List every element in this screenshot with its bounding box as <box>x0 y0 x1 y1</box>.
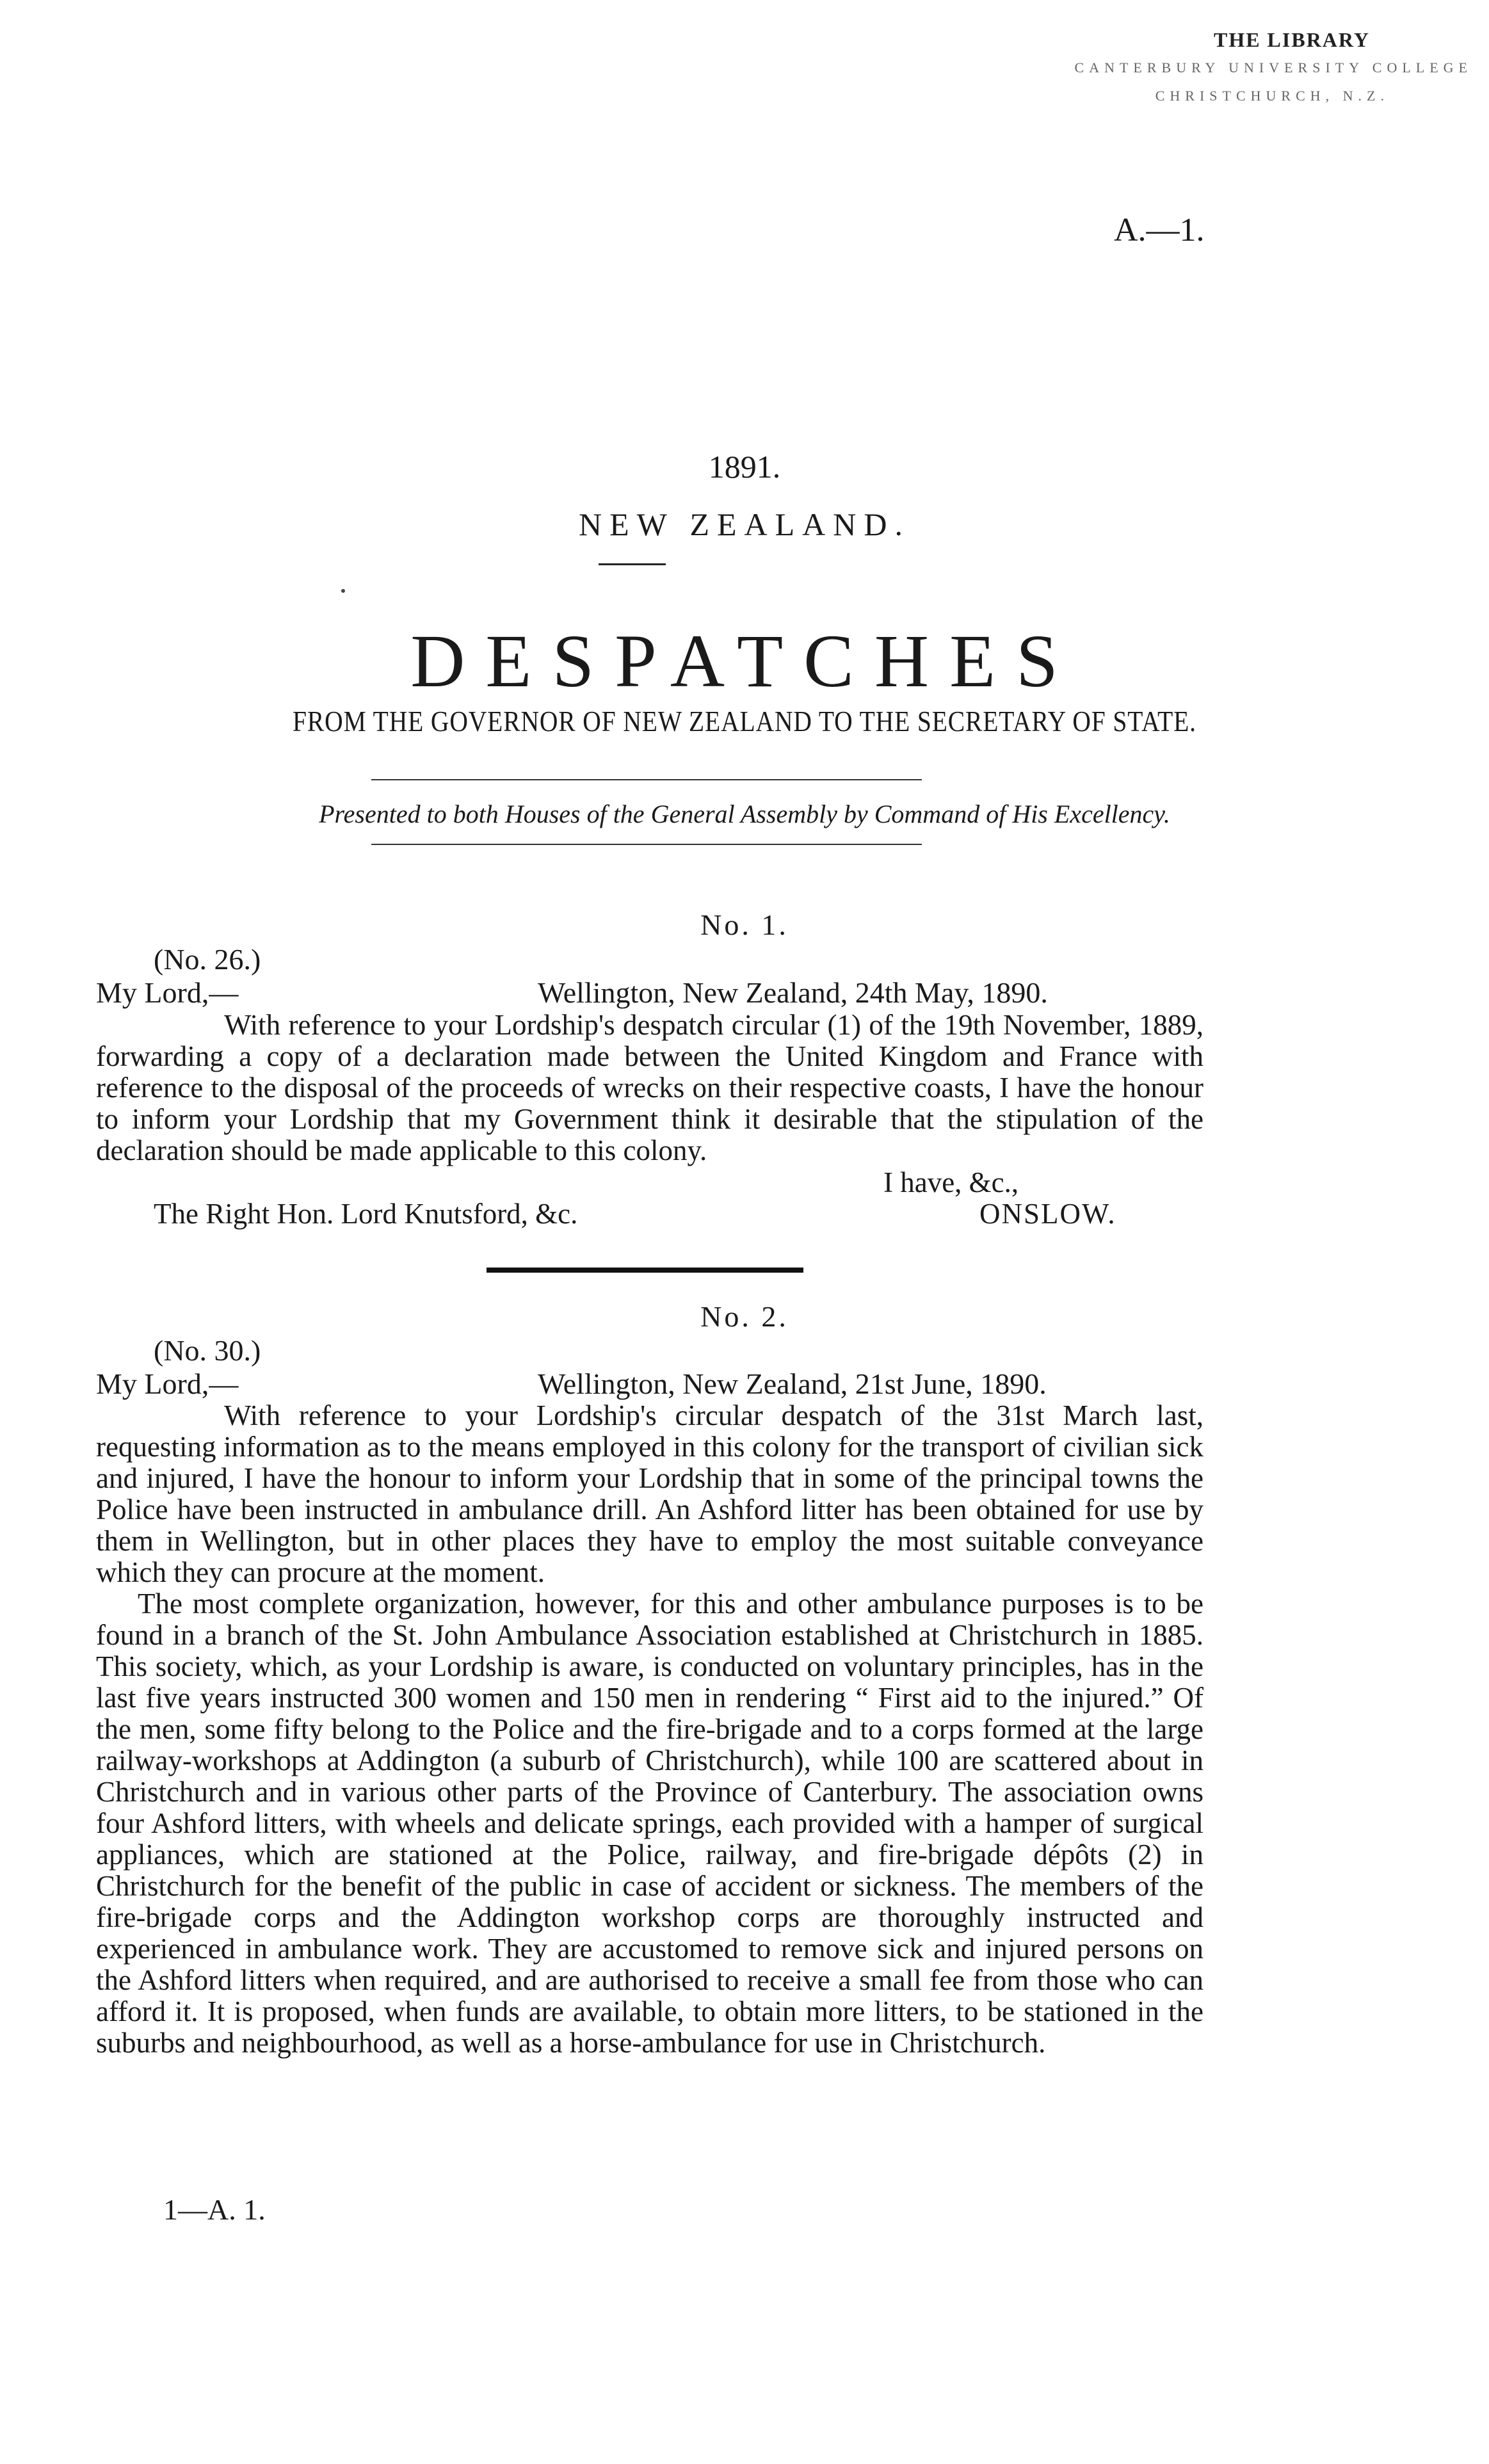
print-dot <box>341 589 345 593</box>
despatch-2-heading: No. 2. <box>700 1300 789 1333</box>
stamp-line-1: THE LIBRARY <box>1213 28 1370 51</box>
despatch-2-place-date: Wellington, New Zealand, 21st June, 1890. <box>538 1367 1047 1400</box>
despatch-2-ref: (No. 30.) <box>154 1334 261 1367</box>
stamp-line-2: CANTERBURY UNIVERSITY COLLEGE <box>1074 60 1472 76</box>
despatch-1-signature: ONSLOW. <box>979 1198 1116 1230</box>
despatch-divider <box>487 1268 803 1273</box>
document-year: 1891. <box>708 449 781 485</box>
library-stamp <box>1011 26 1472 110</box>
document-subtitle: FROM THE GOVERNOR OF NEW ZEALAND TO THE SECRETARY OF STATE. <box>293 705 1196 737</box>
short-divider <box>599 563 666 565</box>
document-title: DESPATCHES <box>410 619 1079 703</box>
despatch-1-place-date: Wellington, New Zealand, 24th May, 1890. <box>538 976 1048 1009</box>
despatch-1-paragraph: With reference to your Lordship's despatch circular (1) of the 19th November, 1889, forwarding a copy of a declaration made between the United Kingdom and France with reference to the disposal of the proceeds of wrecks on their respective coasts, I have the honour to inform your Lordship that my Government think it desirable that the stipulation of the declaration should be made applicable to this colony. <box>96 1009 1203 1166</box>
despatch-2-paragraph-2: The most complete organization, however, for this and other ambulance purposes is to be found in a branch of the St. John Ambulance Association established at Christchurch in 1885. This society, which, as your Lordship is aware, is conducted on voluntary principles, has in the last five years instructed 300 women and 150 men in rendering “ First aid to the injured.” Of the men, some fifty belong to the Police and the fire-brigade and to a corps formed at the large railway-workshops at Addington (a suburb of Christchurch), while 100 are scattered about in Christchurch and in various other parts of the Province of Canterbury. The association owns four Ashford litters, with wheels and delicate springs, each provided with a hamper of surgical appliances, which are stationed at the Police, railway, and fire-brigade dépôts (2) in Christchurch for the benefit of the public in case of accident or sickness. The members of the fire-brigade corps and the Addington workshop corps are thoroughly instructed and experienced in ambulance work. They are accustomed to remove sick and injured persons on the Ashford litters when required, and are authorised to receive a small fee from those who can afford it. It is proposed, when funds are available, to obtain more litters, to be stationed in the suburbs and neighbourhood, as well as a horse-ambulance for use in Christchurch. <box>96 1588 1203 2059</box>
despatch-1-heading: No. 1. <box>700 908 789 941</box>
page-reference: A.—1. <box>1114 212 1205 248</box>
presented-top-rule <box>371 779 922 780</box>
despatch-1-salutation: My Lord,— <box>96 976 239 1009</box>
despatch-2-body <box>96 1400 1203 2059</box>
despatch-1-closing: I have, &c., <box>883 1166 1019 1198</box>
despatch-2-paragraph-1: With reference to your Lordship's circular despatch of the 31st March last, requesting information as to the means employed in this colony for the transport of civilian sick and injured, I have the honour to inform your Lordship that in some of the principal towns the Police have been instructed in ambulance drill. An Ashford litter has been obtained for use by them in Wellington, but in other places they have to employ the most suitable conveyance which they can procure at the moment. <box>96 1399 1203 1588</box>
stamp-line-3: CHRISTCHURCH, N.Z. <box>1155 88 1389 104</box>
presented-bottom-rule <box>371 844 922 845</box>
document-country: NEW ZEALAND. <box>579 506 910 542</box>
presented-line: Presented to both Houses of the General Assembly by Command of His Excellency. <box>319 800 1170 828</box>
despatch-1-body <box>96 1010 1203 1166</box>
footer-reference: 1—A. 1. <box>163 2193 266 2226</box>
despatch-2-salutation: My Lord,— <box>96 1367 239 1400</box>
despatch-1-ref: (No. 26.) <box>154 943 261 976</box>
despatch-1-addressee: The Right Hon. Lord Knutsford, &c. <box>154 1198 578 1230</box>
